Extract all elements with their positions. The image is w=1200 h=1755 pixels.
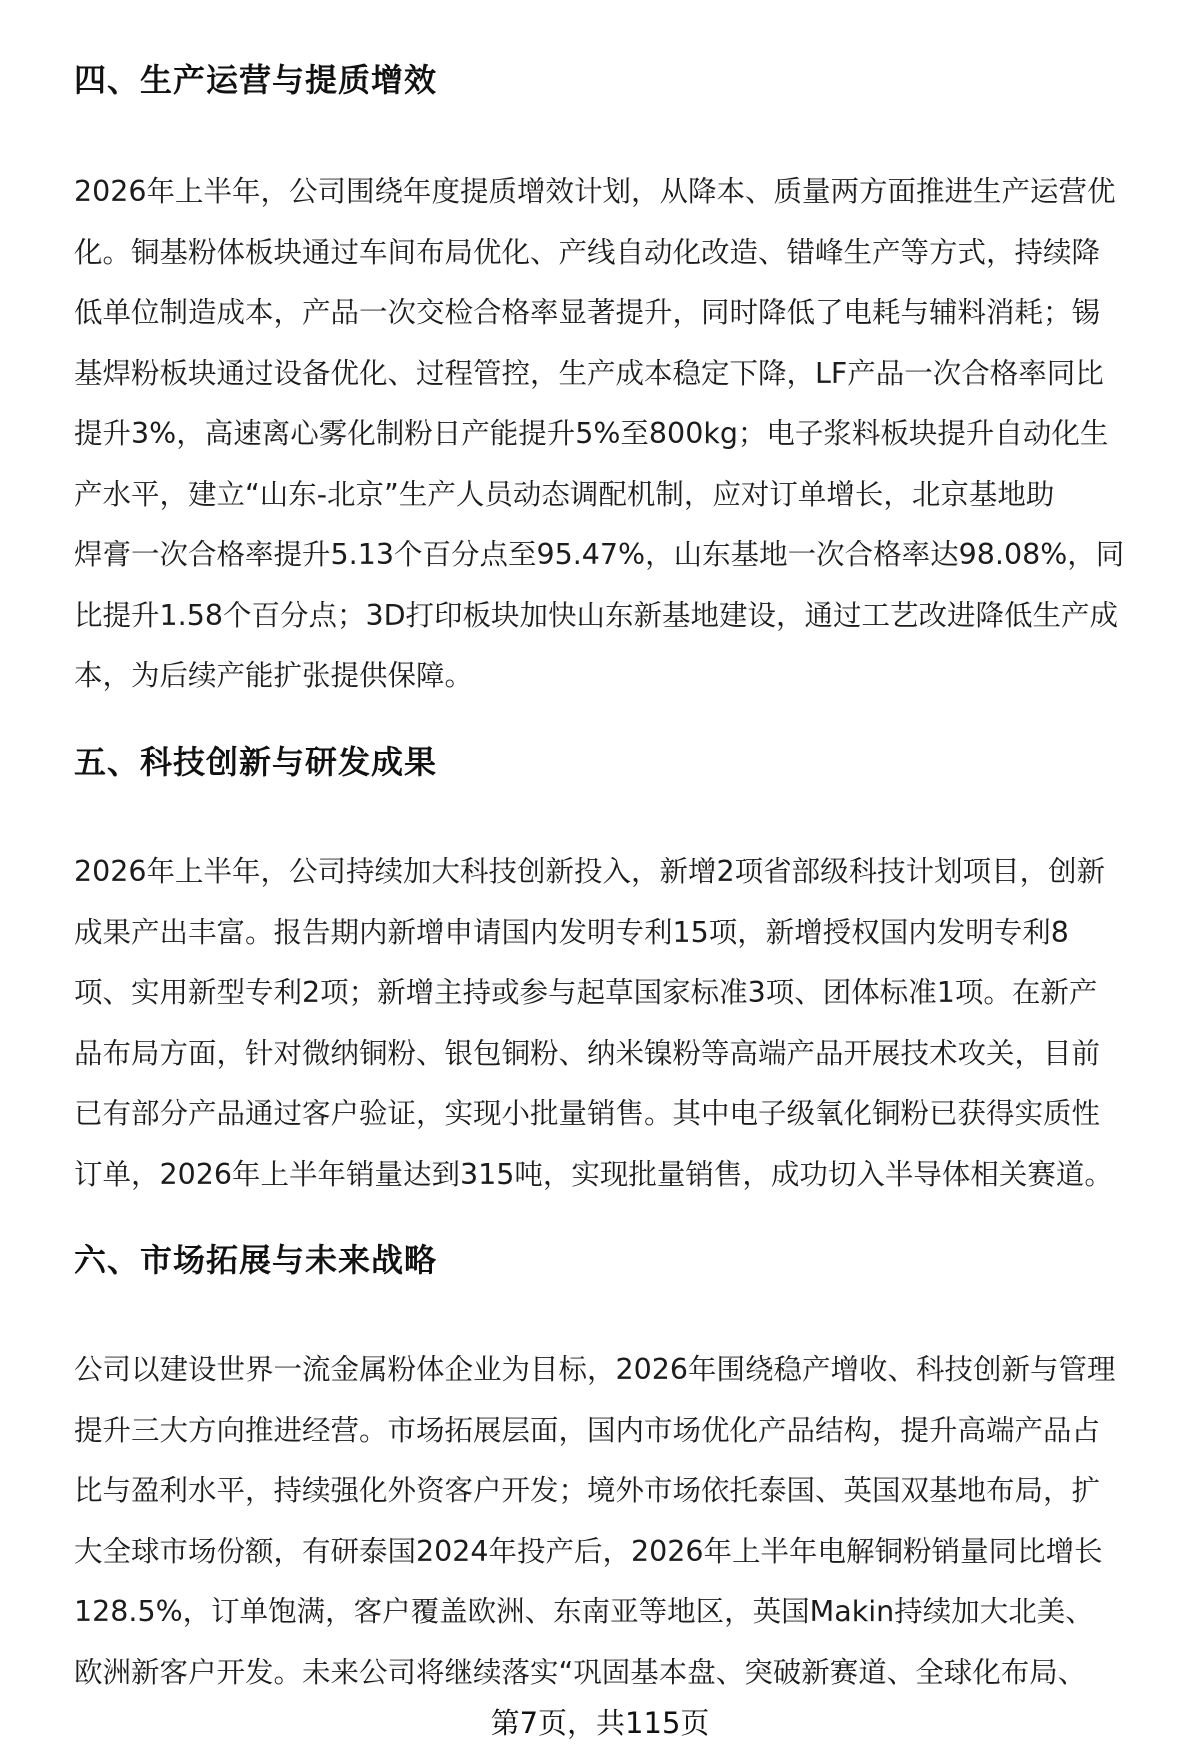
paragraph-line: 提升3%，高速离心雾化制粉日产能提升5%至800kg；电子浆料板块提升自动化生 [74,417,1109,450]
section-research [74,740,1164,1205]
paragraph-line: 比与盈利水平，持续强化外资客户开发；境外市场依托泰国、英国双基地布局，扩 [74,1474,1101,1507]
section-production [74,58,1164,707]
paragraph-line: 订单，2026年上半年销量达到315吨，实现批量销售，成功切入半导体相关赛道。 [74,1157,1113,1191]
section-market [74,1238,1164,1703]
paragraph-line: 成果产出丰富。报告期内新增申请国内发明专利15项，新增授权国内发明专利8 [74,915,1069,949]
section-paragraph [74,1340,1164,1703]
page-number: 第7页，共115页 [490,1706,710,1740]
paragraph-line: 项、实用新型专利2项；新增主持或参与起草国家标准3项、团体标准1项。在新产 [74,976,1098,1009]
paragraph-line: 2026年上半年，公司围绕年度提质增效计划，从降本、质量两方面推进生产运营优 [74,175,1116,208]
paragraph-line: 已有部分产品通过客户验证，实现小批量销售。其中电子级氧化铜粉已获得实质性 [74,1097,1101,1130]
paragraph-line: 本，为后续产能扩张提供保障。 [74,659,474,692]
paragraph-line: 提升三大方向推进经营。市场拓展层面，国内市场优化产品结构，提升高端产品占 [74,1413,1101,1447]
paragraph-line: 基焊粉板块通过设备优化、过程管控，生产成本稳定下降，LF产品一次合格率同比 [74,356,1104,390]
paragraph-line: 公司以建设世界一流金属粉体企业为目标，2026年围绕稳产增收、科技创新与管理 [74,1353,1116,1386]
paragraph-line: 低单位制造成本，产品一次交检合格率显著提升，同时降低了电耗与辅料消耗；锡 [74,296,1101,329]
paragraph-line: 焊膏一次合格率提升5.13个百分点至95.47%，山东基地一次合格率达98.08%，同 [74,538,1125,571]
paragraph-line: 品布局方面，针对微纳铜粉、银包铜粉、纳米镍粉等高端产品开展技术攻关，目前 [74,1036,1101,1070]
section-heading: 四、生产运营与提质增效 [74,61,438,99]
paragraph-line: 产水平，建立“山东-北京”生产人员动态调配机制，应对订单增长，北京基地助 [74,477,1055,511]
paragraph-line: 化。铜基粉体板块通过车间布局优化、产线自动化改造、错峰生产等方式，持续降 [74,235,1101,269]
section-heading: 六、市场拓展与未来战略 [74,1241,438,1279]
paragraph-line: 比提升1.58个百分点；3D打印板块加快山东新基地建设，通过工艺改进降低生产成 [74,598,1119,632]
paragraph-line: 欧洲新客户开发。未来公司将继续落实“巩固基本盘、突破新赛道、全球化布局、 [74,1655,1087,1689]
paragraph-line: 大全球市场份额，有研泰国2024年投产后，2026年上半年电解铜粉销量同比增长 [74,1534,1103,1568]
paragraph-line: 2026年上半年，公司持续加大科技创新投入，新增2项省部级科技计划项目，创新 [74,855,1106,888]
section-heading: 五、科技创新与研发成果 [74,743,438,781]
section-paragraph [74,162,1164,707]
section-paragraph [74,842,1164,1205]
paragraph-line: 128.5%，订单饱满，客户覆盖欧洲、东南亚等地区，英国Makin持续加大北美、 [74,1595,1094,1628]
